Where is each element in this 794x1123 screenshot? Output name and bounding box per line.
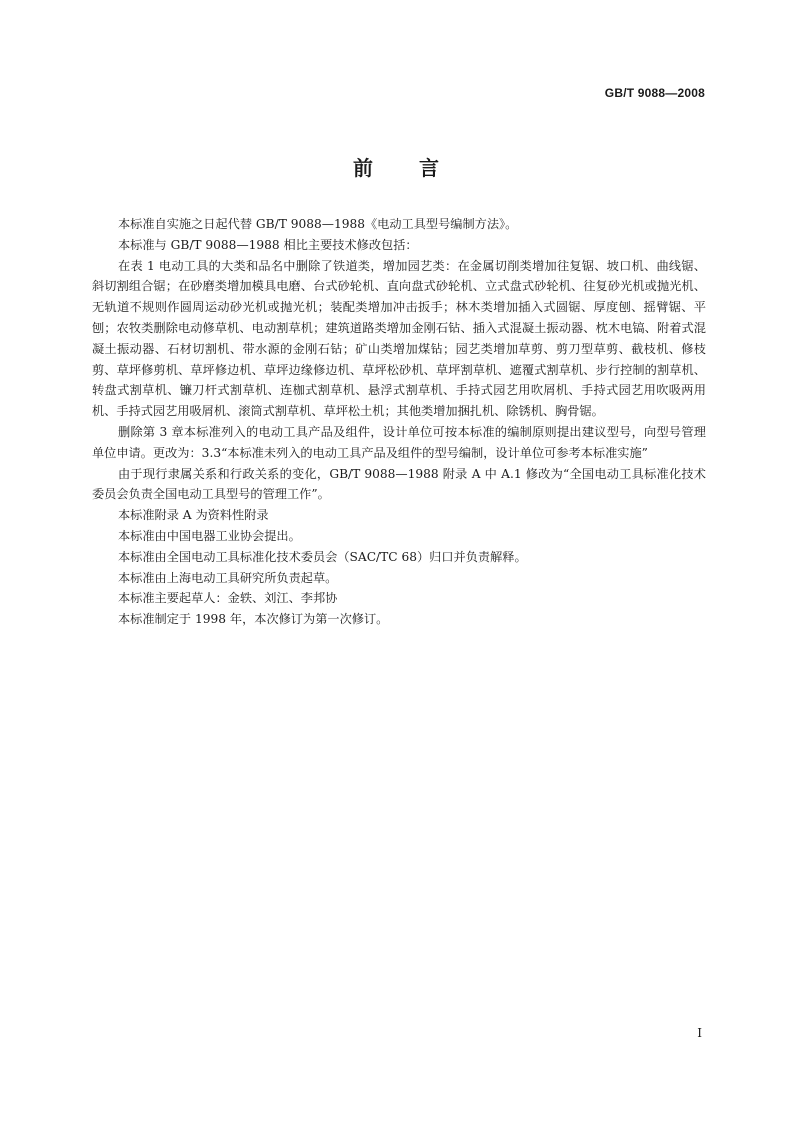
page-title <box>0 152 794 181</box>
foreword-body <box>92 214 706 630</box>
paragraph: 本标准与 GB/T 9088—1988 相比主要技术修改包括： <box>118 237 418 252</box>
paragraph: 本标准自实施之日起代替 GB/T 9088—1988《电动工具型号编制方法》。 <box>118 217 518 231</box>
paragraph: 本标准主要起草人：金轶、刘江、李邦协 <box>118 591 338 606</box>
paragraph: 本标准由全国电动工具标准化技术委员会（SAC/TC 68）归口并负责解释。 <box>118 549 527 564</box>
title-char-1: 前 <box>353 156 375 180</box>
title-char-2: 言 <box>419 156 441 180</box>
paragraph: 在表 1 电动工具的大类和品名中删除了铁道类，增加园艺类：在金属切削类增加往复锯、坡口机、曲线锯、斜切割组合锯；在砂磨类增加模具电磨、台式砂轮机、直向盘式砂轮机、立式盘式砂轮机、往复砂光机或抛光机、无轨道不规则作圆周运动砂光机或抛光机；装配类增加冲击扳手；林木类增加插入式圆锯、厚度刨、摇臂锯、平刨；农牧类删除电动修草机、电动割草机；建筑道路类增加金刚石钻、插入式混凝土振动器、枕木电镐、附着式混凝土振动器、石材切割机、带水源的金刚石钻；矿山类增加煤钻；园艺类增加草剪、剪刀型草剪、截枝机、修枝剪、草坪修剪机、草坪修边机、草坪边缘修边机、草坪松砂机、草坪割草机、遮覆式割草机、步行控制的割草机、转盘式割草机、镰刀杆式割草机、连枷式割草机、悬浮式割草机、手持式园艺用吹屑机、手持式园艺用吹吸两用机、手持式园艺用吸屑机、滚筒式割草机、草坪松土机；其他类增加捆扎机、除锈机、胸骨锯。 <box>92 258 706 419</box>
paragraph: 由于现行隶属关系和行政关系的变化，GB/T 9088—1988 附录 A 中 A.1 修改为“全国电动工具标准化技术委员会负责全国电动工具型号的管理工作”。 <box>92 466 706 502</box>
standard-code: GB/T 9088—2008 <box>604 86 705 100</box>
paragraph: 删除第 3 章本标准列入的电动工具产品及组件，设计单位可按本标准的编制原则提出建议型号，向型号管理单位申请。更改为：3.3“本标准未列入的电动工具产品及组件的型号编制，设计单位可参考本标准实施” <box>92 424 706 460</box>
paragraph: 本标准由上海电动工具研究所负责起草。 <box>118 570 338 585</box>
page-number: I <box>697 1026 702 1040</box>
paragraph: 本标准制定于 1998 年，本次修订为第一次修订。 <box>118 612 389 627</box>
paragraph: 本标准由中国电器工业协会提出。 <box>118 528 301 543</box>
paragraph: 本标准附录 A 为资料性附录 <box>118 508 269 523</box>
